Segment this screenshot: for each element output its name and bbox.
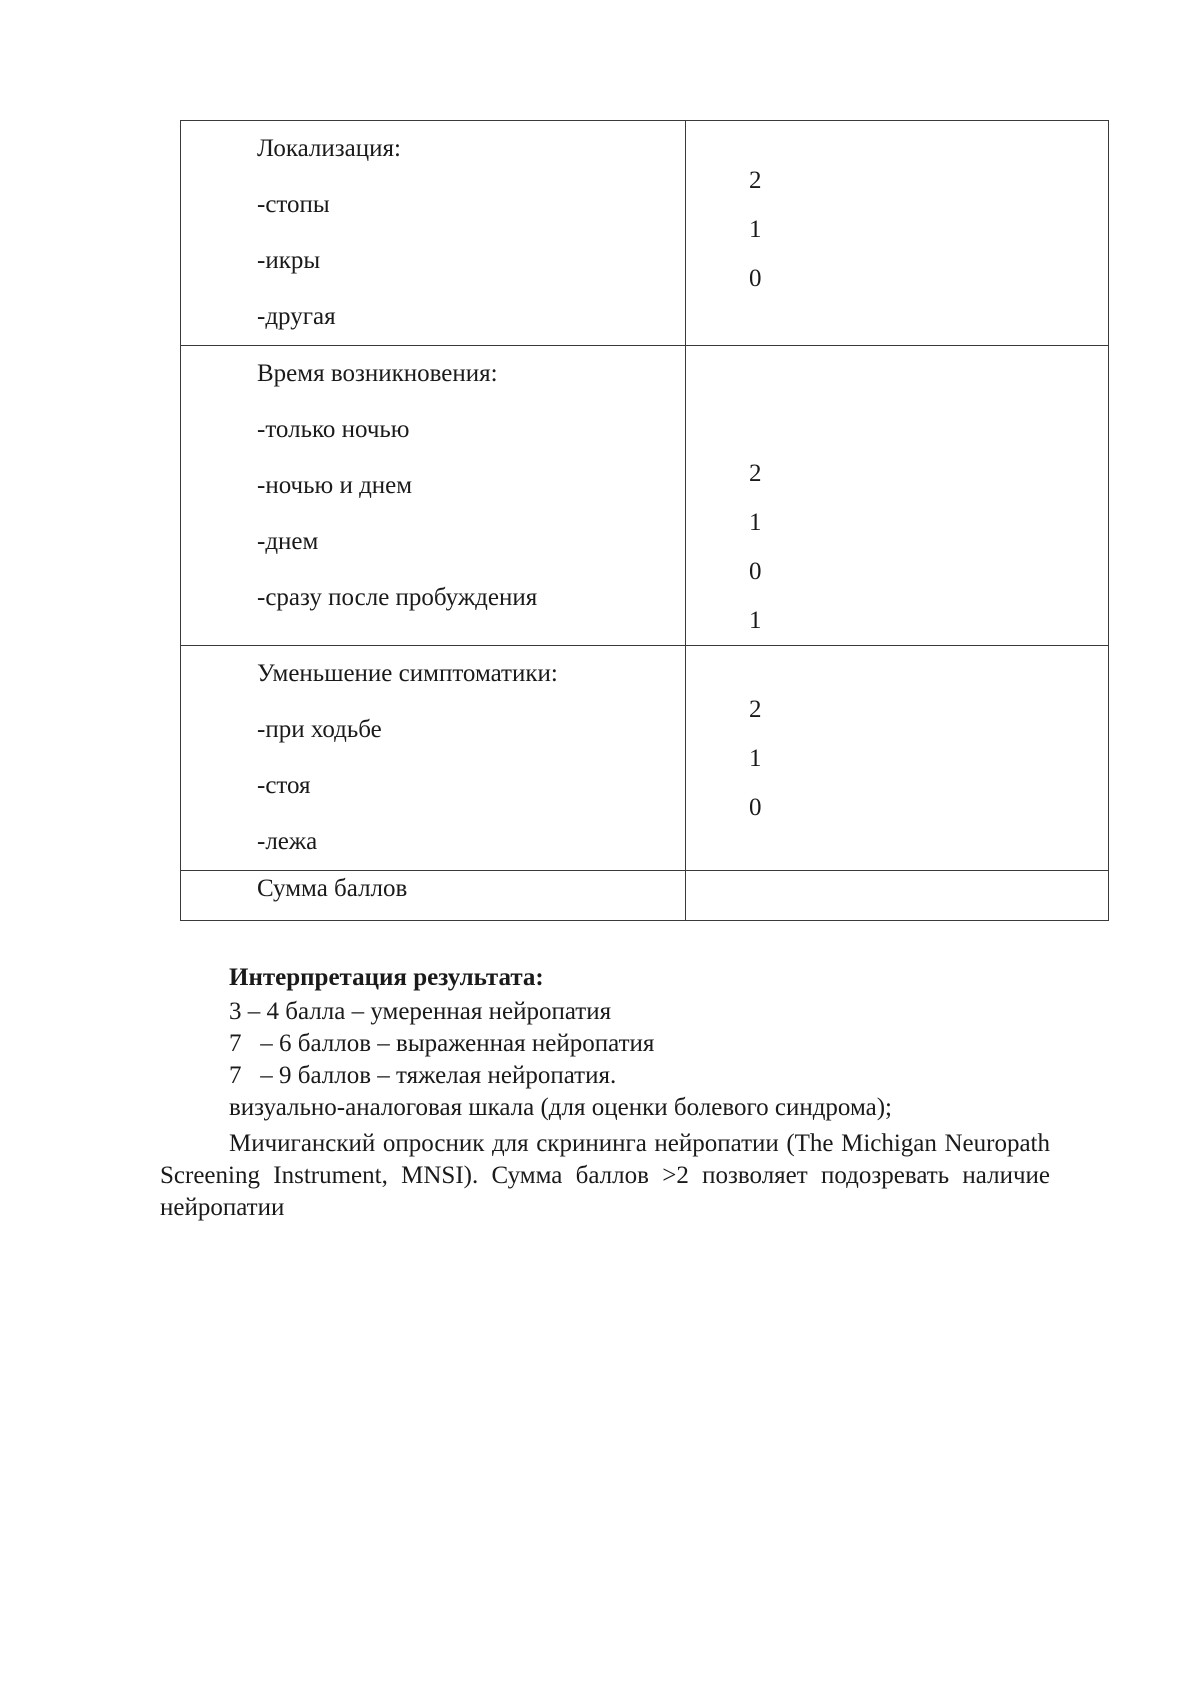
label-cell (181, 121, 686, 346)
score-cell (686, 121, 1109, 346)
interpretation-block (229, 962, 892, 1124)
table-row (181, 121, 1109, 346)
score-value: 1 (749, 509, 762, 536)
option-label: -лежа (257, 828, 318, 855)
score-value: 2 (749, 460, 762, 487)
table-row (181, 346, 1109, 646)
mnsi-paragraph (160, 1128, 1050, 1224)
option-label: -стоя (257, 772, 311, 799)
total-label: Сумма баллов (257, 875, 408, 902)
score-cell (686, 646, 1109, 871)
interpretation-line: 7 – 6 баллов – выраженная нейропатия (229, 1030, 655, 1057)
option-label: -стопы (257, 191, 330, 218)
total-score-cell (686, 871, 1109, 921)
paragraph-text: Мичиганский опросник для скрининга нейропатии (The Michigan Neuropath Screening Instrument, MNSI). Сумма баллов >2 позволяет подозревать наличие нейропатии (160, 1130, 1050, 1221)
score-value: 0 (749, 794, 762, 821)
section-heading: Время возникновения: (257, 360, 498, 387)
option-label: -ночью и днем (257, 472, 413, 499)
interpretation-line: визуально-аналоговая шкала (для оценки болевого синдрома); (229, 1094, 892, 1121)
interpretation-heading: Интерпретация результата: (229, 964, 544, 991)
score-value: 0 (749, 558, 762, 585)
table-row (181, 871, 1109, 921)
score-value: 1 (749, 745, 762, 772)
section-heading: Уменьшение симптоматики: (257, 660, 558, 687)
option-label: -только ночью (257, 416, 410, 443)
label-cell (181, 646, 686, 871)
score-value: 2 (749, 167, 762, 194)
total-label-cell (181, 871, 686, 921)
neuropathy-score-table (180, 120, 1109, 921)
option-label: -другая (257, 303, 336, 330)
option-label: -при ходьбе (257, 716, 382, 743)
table-row (181, 646, 1109, 871)
interpretation-line: 7 – 9 баллов – тяжелая нейропатия. (229, 1062, 617, 1089)
score-value: 1 (749, 607, 762, 634)
interpretation-line: 3 – 4 балла – умеренная нейропатия (229, 998, 612, 1025)
option-label: -днем (257, 528, 319, 555)
label-cell (181, 346, 686, 646)
score-value: 0 (749, 265, 762, 292)
option-label: -икры (257, 247, 321, 274)
section-heading: Локализация: (257, 135, 401, 162)
score-cell (686, 346, 1109, 646)
score-value: 2 (749, 696, 762, 723)
option-label: -сразу после пробуждения (257, 584, 538, 611)
score-value: 1 (749, 216, 762, 243)
